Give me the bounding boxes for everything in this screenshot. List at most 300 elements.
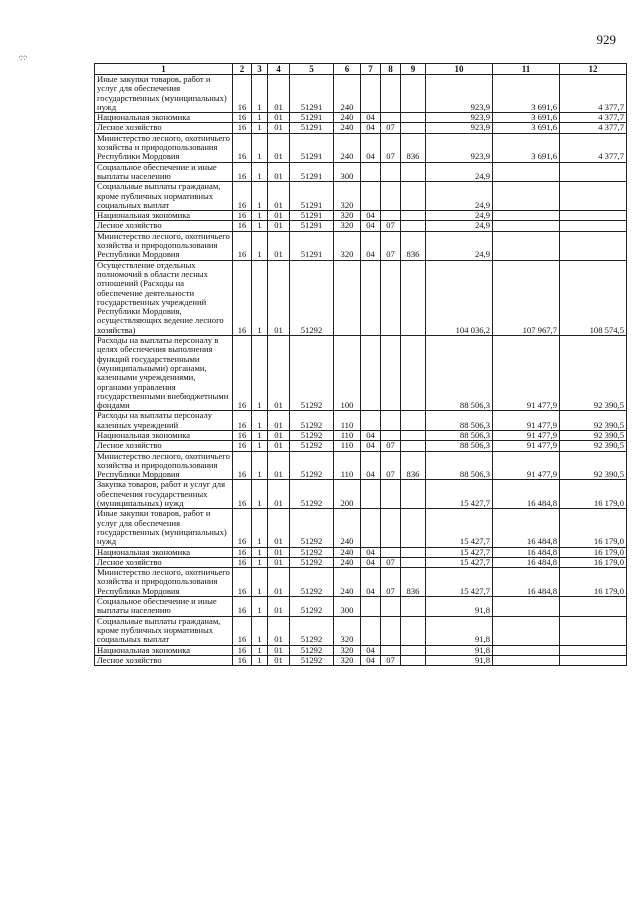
code-cell: 07 — [381, 568, 401, 597]
amount-cell — [493, 211, 560, 221]
amount-cell: 15 427,7 — [426, 509, 493, 547]
code-cell: 1 — [252, 597, 268, 617]
amount-cell: 92 390,5 — [560, 336, 627, 411]
amount-cell: 4 377,7 — [560, 75, 627, 113]
code-cell: 01 — [268, 113, 290, 123]
row-name-cell: Национальная экономика — [95, 113, 233, 123]
amount-cell: 88 506,3 — [426, 336, 493, 411]
table-row — [95, 645, 627, 655]
code-cell — [381, 411, 401, 431]
code-cell — [381, 182, 401, 211]
amount-cell — [560, 162, 627, 182]
code-cell: 1 — [252, 221, 268, 231]
row-name-cell: Министерство лесного, охотничьего хозяйства и природопользования Республики Мордовия — [95, 133, 233, 162]
code-cell: 16 — [233, 411, 252, 431]
amount-cell: 88 506,3 — [426, 430, 493, 440]
code-cell: 04 — [361, 430, 381, 440]
code-cell: 110 — [334, 411, 361, 431]
amount-cell — [493, 162, 560, 182]
table-row — [95, 430, 627, 440]
amount-cell: 92 390,5 — [560, 451, 627, 480]
code-cell: 1 — [252, 231, 268, 260]
code-cell — [361, 480, 381, 509]
code-cell: 51291 — [290, 221, 334, 231]
code-cell — [381, 547, 401, 557]
code-cell: 01 — [268, 162, 290, 182]
code-cell: 240 — [334, 557, 361, 567]
code-cell: 240 — [334, 568, 361, 597]
code-cell: 07 — [381, 123, 401, 133]
table-row — [95, 336, 627, 411]
code-cell: 16 — [233, 162, 252, 182]
code-cell: 01 — [268, 411, 290, 431]
code-cell: 16 — [233, 568, 252, 597]
table-row — [95, 260, 627, 335]
amount-cell: 91 477,9 — [493, 451, 560, 480]
code-cell: 51292 — [290, 655, 334, 665]
amount-cell — [493, 231, 560, 260]
column-header: 4 — [268, 64, 290, 75]
code-cell: 16 — [233, 557, 252, 567]
code-cell: 836 — [401, 451, 426, 480]
amount-cell: 16 179,0 — [560, 509, 627, 547]
code-cell: 51291 — [290, 75, 334, 113]
code-cell: 04 — [361, 547, 381, 557]
code-cell: 04 — [361, 133, 381, 162]
amount-cell — [560, 182, 627, 211]
code-cell: 04 — [361, 568, 381, 597]
code-cell: 836 — [401, 133, 426, 162]
row-name-cell: Министерство лесного, охотничьего хозяйства и природопользования Республики Мордовия — [95, 451, 233, 480]
code-cell: 51292 — [290, 430, 334, 440]
code-cell: 1 — [252, 430, 268, 440]
code-cell: 01 — [268, 480, 290, 509]
code-cell: 01 — [268, 133, 290, 162]
code-cell: 110 — [334, 451, 361, 480]
code-cell: 04 — [361, 123, 381, 133]
code-cell: 320 — [334, 231, 361, 260]
code-cell — [401, 123, 426, 133]
code-cell — [401, 221, 426, 231]
amount-cell — [560, 231, 627, 260]
code-cell: 240 — [334, 133, 361, 162]
amount-cell — [493, 182, 560, 211]
code-cell: 04 — [361, 645, 381, 655]
row-name-cell: Национальная экономика — [95, 547, 233, 557]
amount-cell — [560, 645, 627, 655]
code-cell: 1 — [252, 133, 268, 162]
table-row — [95, 221, 627, 231]
amount-cell: 923,9 — [426, 113, 493, 123]
code-cell: 836 — [401, 231, 426, 260]
column-header: 1 — [95, 64, 233, 75]
code-cell: 04 — [361, 441, 381, 451]
code-cell: 200 — [334, 480, 361, 509]
code-cell: 01 — [268, 451, 290, 480]
table-row — [95, 568, 627, 597]
code-cell: 1 — [252, 182, 268, 211]
code-cell: 320 — [334, 645, 361, 655]
table-row — [95, 231, 627, 260]
code-cell: 04 — [361, 451, 381, 480]
amount-cell: 923,9 — [426, 75, 493, 113]
amount-cell: 3 691,6 — [493, 113, 560, 123]
code-cell: 01 — [268, 336, 290, 411]
code-cell — [361, 411, 381, 431]
code-cell — [401, 75, 426, 113]
code-cell: 04 — [361, 557, 381, 567]
code-cell — [381, 645, 401, 655]
column-header: 3 — [252, 64, 268, 75]
amount-cell — [560, 655, 627, 665]
amount-cell: 91,8 — [426, 597, 493, 617]
code-cell: 07 — [381, 441, 401, 451]
amount-cell: 16 484,8 — [493, 547, 560, 557]
code-cell: 110 — [334, 430, 361, 440]
code-cell — [401, 162, 426, 182]
code-cell: 01 — [268, 231, 290, 260]
amount-cell: 88 506,3 — [426, 411, 493, 431]
code-cell: 16 — [233, 441, 252, 451]
code-cell: 16 — [233, 336, 252, 411]
code-cell: 240 — [334, 547, 361, 557]
code-cell — [381, 162, 401, 182]
amount-cell: 88 506,3 — [426, 451, 493, 480]
code-cell: 1 — [252, 162, 268, 182]
code-cell — [401, 113, 426, 123]
code-cell: 16 — [233, 123, 252, 133]
amount-cell: 3 691,6 — [493, 133, 560, 162]
code-cell — [401, 182, 426, 211]
code-cell — [361, 336, 381, 411]
code-cell: 07 — [381, 451, 401, 480]
code-cell — [361, 260, 381, 335]
code-cell — [334, 260, 361, 335]
table-row — [95, 616, 627, 645]
code-cell: 16 — [233, 480, 252, 509]
code-cell: 51291 — [290, 231, 334, 260]
code-cell: 16 — [233, 221, 252, 231]
code-cell — [401, 211, 426, 221]
amount-cell: 91 477,9 — [493, 336, 560, 411]
code-cell: 51292 — [290, 260, 334, 335]
code-cell: 01 — [268, 568, 290, 597]
amount-cell — [493, 597, 560, 617]
code-cell: 16 — [233, 547, 252, 557]
table-header-row — [95, 64, 627, 75]
amount-cell — [493, 655, 560, 665]
amount-cell: 16 179,0 — [560, 557, 627, 567]
code-cell: 51292 — [290, 336, 334, 411]
amount-cell: 24,9 — [426, 221, 493, 231]
code-cell: 51291 — [290, 182, 334, 211]
amount-cell: 24,9 — [426, 162, 493, 182]
code-cell: 51291 — [290, 113, 334, 123]
code-cell — [361, 509, 381, 547]
code-cell: 1 — [252, 480, 268, 509]
amount-cell: 108 574,5 — [560, 260, 627, 335]
amount-cell: 16 179,0 — [560, 480, 627, 509]
amount-cell: 15 427,7 — [426, 568, 493, 597]
table-row — [95, 411, 627, 431]
code-cell: 16 — [233, 231, 252, 260]
row-name-cell: Социальные выплаты гражданам, кроме публичных нормативных социальных выплат — [95, 616, 233, 645]
code-cell: 240 — [334, 509, 361, 547]
code-cell: 100 — [334, 336, 361, 411]
table-row — [95, 451, 627, 480]
row-name-cell: Социальные выплаты гражданам, кроме публичных нормативных социальных выплат — [95, 182, 233, 211]
amount-cell — [560, 221, 627, 231]
code-cell: 320 — [334, 655, 361, 665]
code-cell — [401, 597, 426, 617]
amount-cell — [493, 221, 560, 231]
code-cell: 240 — [334, 113, 361, 123]
row-name-cell: Социальное обеспечение и иные выплаты населению — [95, 597, 233, 617]
code-cell — [401, 441, 426, 451]
code-cell — [361, 597, 381, 617]
table-row — [95, 509, 627, 547]
amount-cell: 16 484,8 — [493, 568, 560, 597]
code-cell — [361, 162, 381, 182]
amount-cell: 3 691,6 — [493, 123, 560, 133]
code-cell — [361, 182, 381, 211]
amount-cell — [560, 616, 627, 645]
code-cell: 01 — [268, 211, 290, 221]
code-cell: 51292 — [290, 645, 334, 655]
code-cell: 16 — [233, 260, 252, 335]
row-name-cell: Лесное хозяйство — [95, 557, 233, 567]
code-cell — [381, 260, 401, 335]
code-cell: 16 — [233, 113, 252, 123]
row-name-cell: Расходы на выплаты персоналу в целях обеспечения выполнения функций государственными (муниципальными) органами, казенными учреждениями, органами управления государственными внебюджетными фондами — [95, 336, 233, 411]
code-cell: 1 — [252, 509, 268, 547]
code-cell: 320 — [334, 182, 361, 211]
code-cell: 16 — [233, 509, 252, 547]
code-cell: 01 — [268, 182, 290, 211]
code-cell: 01 — [268, 509, 290, 547]
code-cell — [401, 509, 426, 547]
amount-cell: 92 390,5 — [560, 411, 627, 431]
row-name-cell: Лесное хозяйство — [95, 123, 233, 133]
code-cell: 01 — [268, 616, 290, 645]
code-cell: 1 — [252, 75, 268, 113]
code-cell: 01 — [268, 547, 290, 557]
code-cell: 1 — [252, 645, 268, 655]
code-cell — [381, 597, 401, 617]
code-cell: 1 — [252, 547, 268, 557]
code-cell — [401, 655, 426, 665]
code-cell: 320 — [334, 221, 361, 231]
code-cell: 1 — [252, 655, 268, 665]
code-cell: 1 — [252, 260, 268, 335]
column-header: 7 — [361, 64, 381, 75]
code-cell: 16 — [233, 133, 252, 162]
amount-cell: 24,9 — [426, 231, 493, 260]
code-cell: 240 — [334, 123, 361, 133]
amount-cell: 107 967,7 — [493, 260, 560, 335]
amount-cell: 104 036,2 — [426, 260, 493, 335]
code-cell: 300 — [334, 162, 361, 182]
amount-cell: 91 477,9 — [493, 441, 560, 451]
code-cell: 07 — [381, 231, 401, 260]
amount-cell: 92 390,5 — [560, 441, 627, 451]
amount-cell: 923,9 — [426, 133, 493, 162]
row-name-cell: Осуществление отдельных полномочий в области лесных отношений (Расходы на обеспечение деятельности государственных учреждений Республики Мордовия, осуществляющих ведение лесного хозяйства) — [95, 260, 233, 335]
code-cell: 240 — [334, 75, 361, 113]
code-cell: 01 — [268, 597, 290, 617]
code-cell — [401, 645, 426, 655]
code-cell — [381, 616, 401, 645]
row-name-cell: Иные закупки товаров, работ и услуг для обеспечения государственных (муниципальных) нужд — [95, 75, 233, 113]
amount-cell: 88 506,3 — [426, 441, 493, 451]
code-cell: 1 — [252, 411, 268, 431]
code-cell — [401, 411, 426, 431]
code-cell: 51292 — [290, 557, 334, 567]
amount-cell: 91,8 — [426, 616, 493, 645]
table-row — [95, 75, 627, 113]
code-cell: 07 — [381, 133, 401, 162]
code-cell: 07 — [381, 557, 401, 567]
column-header: 9 — [401, 64, 426, 75]
code-cell — [401, 430, 426, 440]
code-cell: 51292 — [290, 411, 334, 431]
row-name-cell: Лесное хозяйство — [95, 221, 233, 231]
table-row — [95, 480, 627, 509]
code-cell: 16 — [233, 211, 252, 221]
table-row — [95, 133, 627, 162]
code-cell — [401, 336, 426, 411]
table-row — [95, 211, 627, 221]
table-row — [95, 655, 627, 665]
code-cell: 01 — [268, 645, 290, 655]
code-cell — [361, 616, 381, 645]
code-cell: 51291 — [290, 133, 334, 162]
amount-cell: 16 484,8 — [493, 557, 560, 567]
code-cell: 51292 — [290, 480, 334, 509]
code-cell: 1 — [252, 441, 268, 451]
code-cell: 1 — [252, 336, 268, 411]
amount-cell: 16 484,8 — [493, 509, 560, 547]
code-cell — [401, 616, 426, 645]
code-cell: 07 — [381, 221, 401, 231]
code-cell: 1 — [252, 123, 268, 133]
code-cell — [401, 557, 426, 567]
row-name-cell: Иные закупки товаров, работ и услуг для обеспечения государственных (муниципальных) нужд — [95, 509, 233, 547]
row-name-cell: Лесное хозяйство — [95, 655, 233, 665]
row-name-cell: Закупка товаров, работ и услуг для обеспечения государственных (муниципальных) нужд — [95, 480, 233, 509]
row-name-cell: Социальное обеспечение и иные выплаты населению — [95, 162, 233, 182]
code-cell: 01 — [268, 655, 290, 665]
amount-cell: 3 691,6 — [493, 75, 560, 113]
code-cell: 04 — [361, 655, 381, 665]
code-cell: 01 — [268, 557, 290, 567]
code-cell: 01 — [268, 221, 290, 231]
amount-cell — [493, 645, 560, 655]
code-cell — [381, 430, 401, 440]
row-name-cell: Национальная экономика — [95, 211, 233, 221]
code-cell — [381, 480, 401, 509]
column-header: 8 — [381, 64, 401, 75]
amount-cell: 91 477,9 — [493, 411, 560, 431]
table-row — [95, 557, 627, 567]
amount-cell: 24,9 — [426, 211, 493, 221]
amount-cell: 923,9 — [426, 123, 493, 133]
code-cell: 836 — [401, 568, 426, 597]
code-cell: 51292 — [290, 616, 334, 645]
code-cell: 51292 — [290, 441, 334, 451]
amount-cell: 15 427,7 — [426, 480, 493, 509]
code-cell: 1 — [252, 557, 268, 567]
code-cell: 51292 — [290, 451, 334, 480]
code-cell: 04 — [361, 211, 381, 221]
code-cell — [381, 509, 401, 547]
code-cell: 16 — [233, 597, 252, 617]
code-cell: 1 — [252, 616, 268, 645]
amount-cell: 15 427,7 — [426, 557, 493, 567]
code-cell: 01 — [268, 260, 290, 335]
amount-cell — [493, 616, 560, 645]
table-row — [95, 597, 627, 617]
code-cell: 16 — [233, 430, 252, 440]
code-cell: 51292 — [290, 597, 334, 617]
amount-cell: 24,9 — [426, 182, 493, 211]
amount-cell: 4 377,7 — [560, 133, 627, 162]
table-body — [95, 75, 627, 666]
amount-cell: 4 377,7 — [560, 123, 627, 133]
code-cell: 51292 — [290, 547, 334, 557]
code-cell: 04 — [361, 113, 381, 123]
budget-table — [94, 63, 627, 666]
table-row — [95, 113, 627, 123]
code-cell — [381, 113, 401, 123]
row-name-cell: Министерство лесного, охотничьего хозяйства и природопользования Республики Мордовия — [95, 568, 233, 597]
column-header: 6 — [334, 64, 361, 75]
column-header: 10 — [426, 64, 493, 75]
code-cell: 1 — [252, 451, 268, 480]
code-cell: 16 — [233, 451, 252, 480]
amount-cell: 91,8 — [426, 645, 493, 655]
table-row — [95, 182, 627, 211]
column-header: 11 — [493, 64, 560, 75]
row-name-cell: Расходы на выплаты персоналу казенных учреждений — [95, 411, 233, 431]
code-cell — [361, 75, 381, 113]
code-cell — [381, 75, 401, 113]
column-header: 2 — [233, 64, 252, 75]
amount-cell — [560, 211, 627, 221]
code-cell: 1 — [252, 211, 268, 221]
column-header: 5 — [290, 64, 334, 75]
code-cell: 16 — [233, 75, 252, 113]
code-cell — [401, 547, 426, 557]
row-name-cell: Национальная экономика — [95, 430, 233, 440]
code-cell: 16 — [233, 655, 252, 665]
amount-cell: 16 179,0 — [560, 547, 627, 557]
code-cell: 110 — [334, 441, 361, 451]
code-cell: 07 — [381, 655, 401, 665]
code-cell: 51291 — [290, 162, 334, 182]
amount-cell: 92 390,5 — [560, 430, 627, 440]
code-cell: 16 — [233, 616, 252, 645]
code-cell: 51291 — [290, 123, 334, 133]
code-cell: 04 — [361, 221, 381, 231]
code-cell: 16 — [233, 645, 252, 655]
amount-cell — [560, 597, 627, 617]
code-cell: 320 — [334, 211, 361, 221]
code-cell: 51292 — [290, 568, 334, 597]
code-cell: 04 — [361, 231, 381, 260]
row-name-cell: Министерство лесного, охотничьего хозяйства и природопользования Республики Мордовия — [95, 231, 233, 260]
amount-cell: 91 477,9 — [493, 430, 560, 440]
